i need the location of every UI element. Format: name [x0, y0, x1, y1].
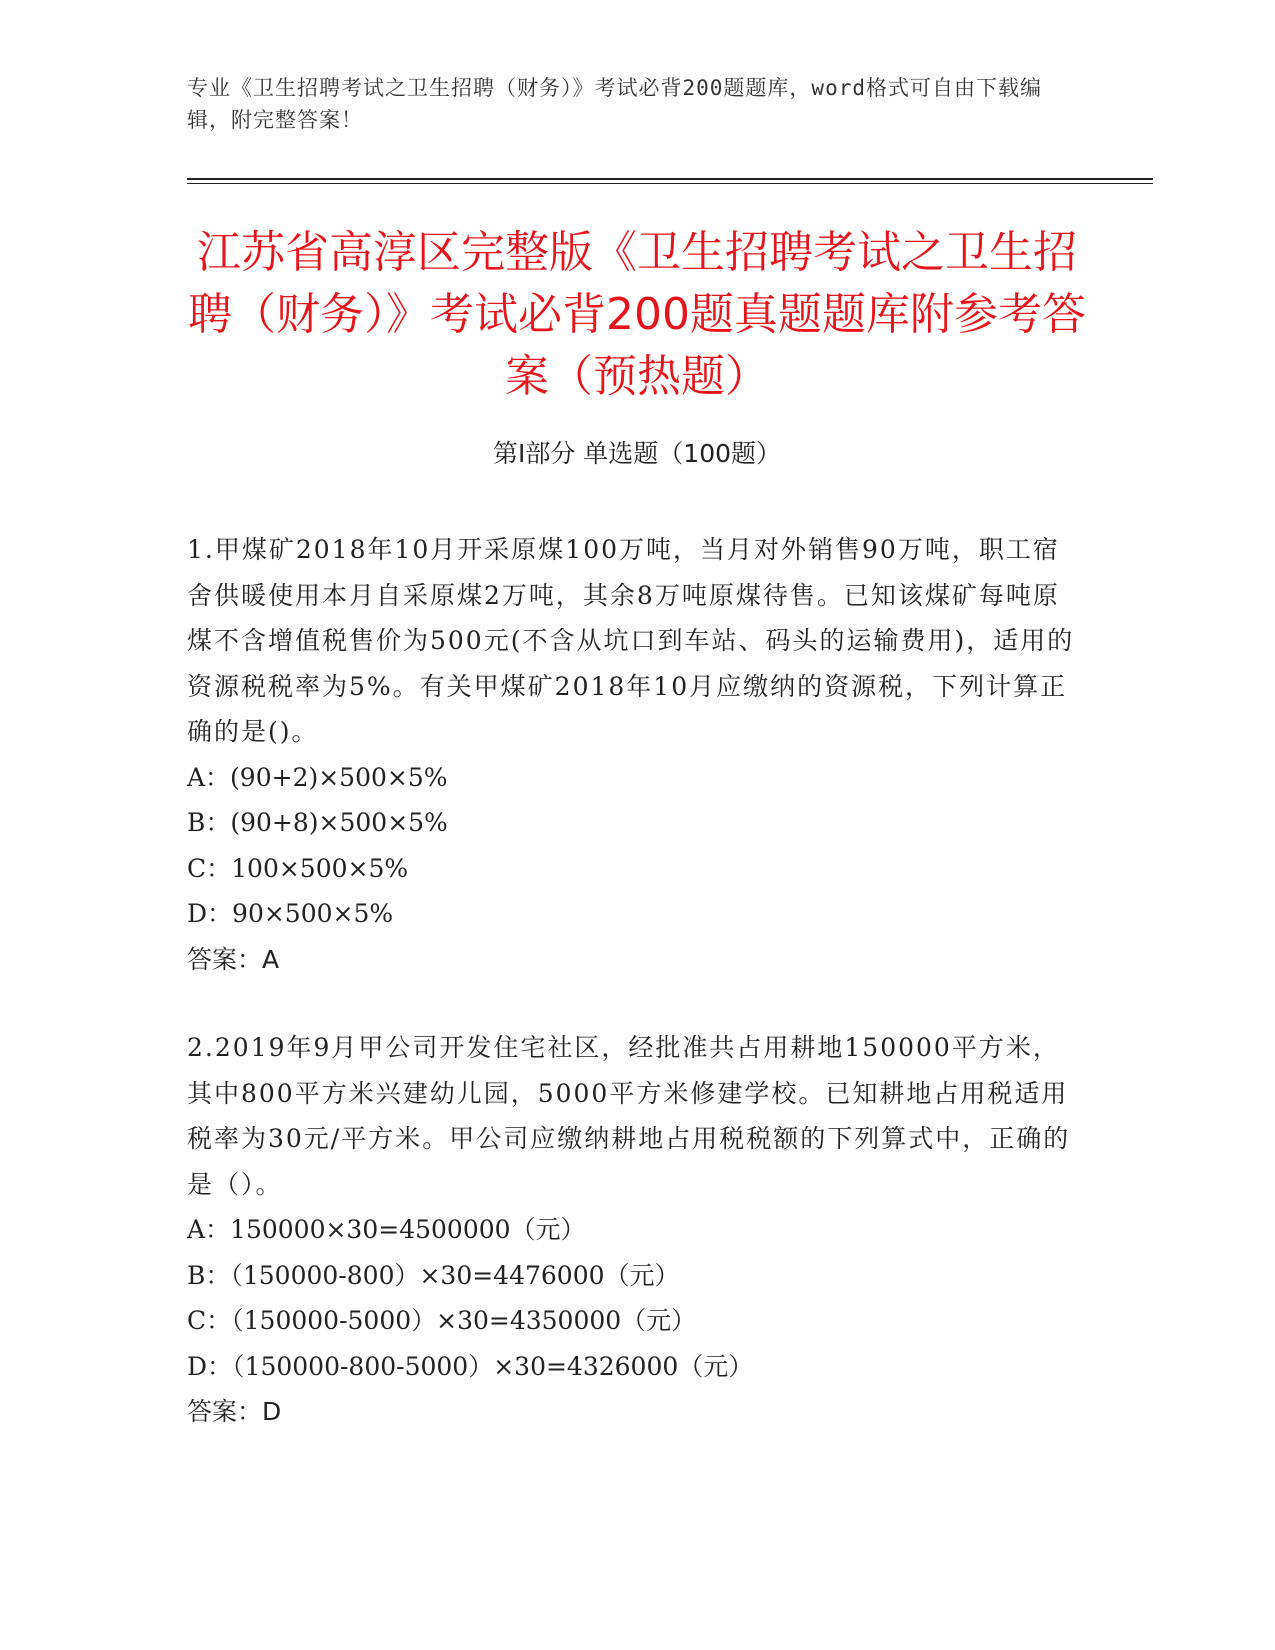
option-c: C：（150000-5000）×30=4350000（元）	[187, 1306, 697, 1335]
answer: 答案：D	[187, 1397, 282, 1426]
option-a: A：150000×30=4500000（元）	[187, 1215, 586, 1244]
answer: 答案：A	[187, 944, 280, 974]
header-note: 专业《卫生招聘考试之卫生招聘（财务）》考试必背200题题库，word格式可自由下载编辑，附完整答案！	[187, 76, 1042, 132]
section-title: 第Ⅰ部分 单选题（100题）	[492, 439, 782, 468]
option-b: B：（150000-800）×30=4476000（元）	[187, 1260, 680, 1290]
header-divider-thick	[187, 178, 1153, 180]
question-2	[187, 1025, 1077, 1435]
question-stem: 2.2019年9月甲公司开发住宅社区，经批准共占用耕地150000平方米，其中800平方米兴建幼儿园，5000平方米修建学校。已知耕地占用税适用税率为30元/平方米。甲公司应缴纳耕地占用税税额的下列算式中，正确的是（）。	[187, 1033, 1071, 1199]
option-b: B：(90+8)×500×5%	[187, 808, 448, 837]
option-d: D：（150000-800-5000）×30=4326000（元）	[187, 1351, 754, 1381]
document-title: 江苏省高淳区完整版《卫生招聘考试之卫生招聘（财务）》考试必背200题真题题库附参考答案（预热题）	[188, 227, 1086, 402]
question-stem: 1.甲煤矿2018年10月开采原煤100万吨，当月对外销售90万吨，职工宿舍供暖使用本月自采原煤2万吨，其余8万吨原煤待售。已知该煤矿每吨原煤不含增值税售价为500元(不含从坑口到车站、码头的运输费用)，适用的资源税税率为5%。有关甲煤矿2018年10月应缴纳的资源税，下列计算正确的是()。	[187, 535, 1075, 746]
header-divider-thin	[187, 183, 1153, 184]
question-1	[187, 527, 1077, 982]
option-d: D：90×500×5%	[187, 899, 394, 928]
option-c: C：100×500×5%	[187, 853, 409, 883]
option-a: A：(90+2)×500×5%	[187, 762, 448, 792]
